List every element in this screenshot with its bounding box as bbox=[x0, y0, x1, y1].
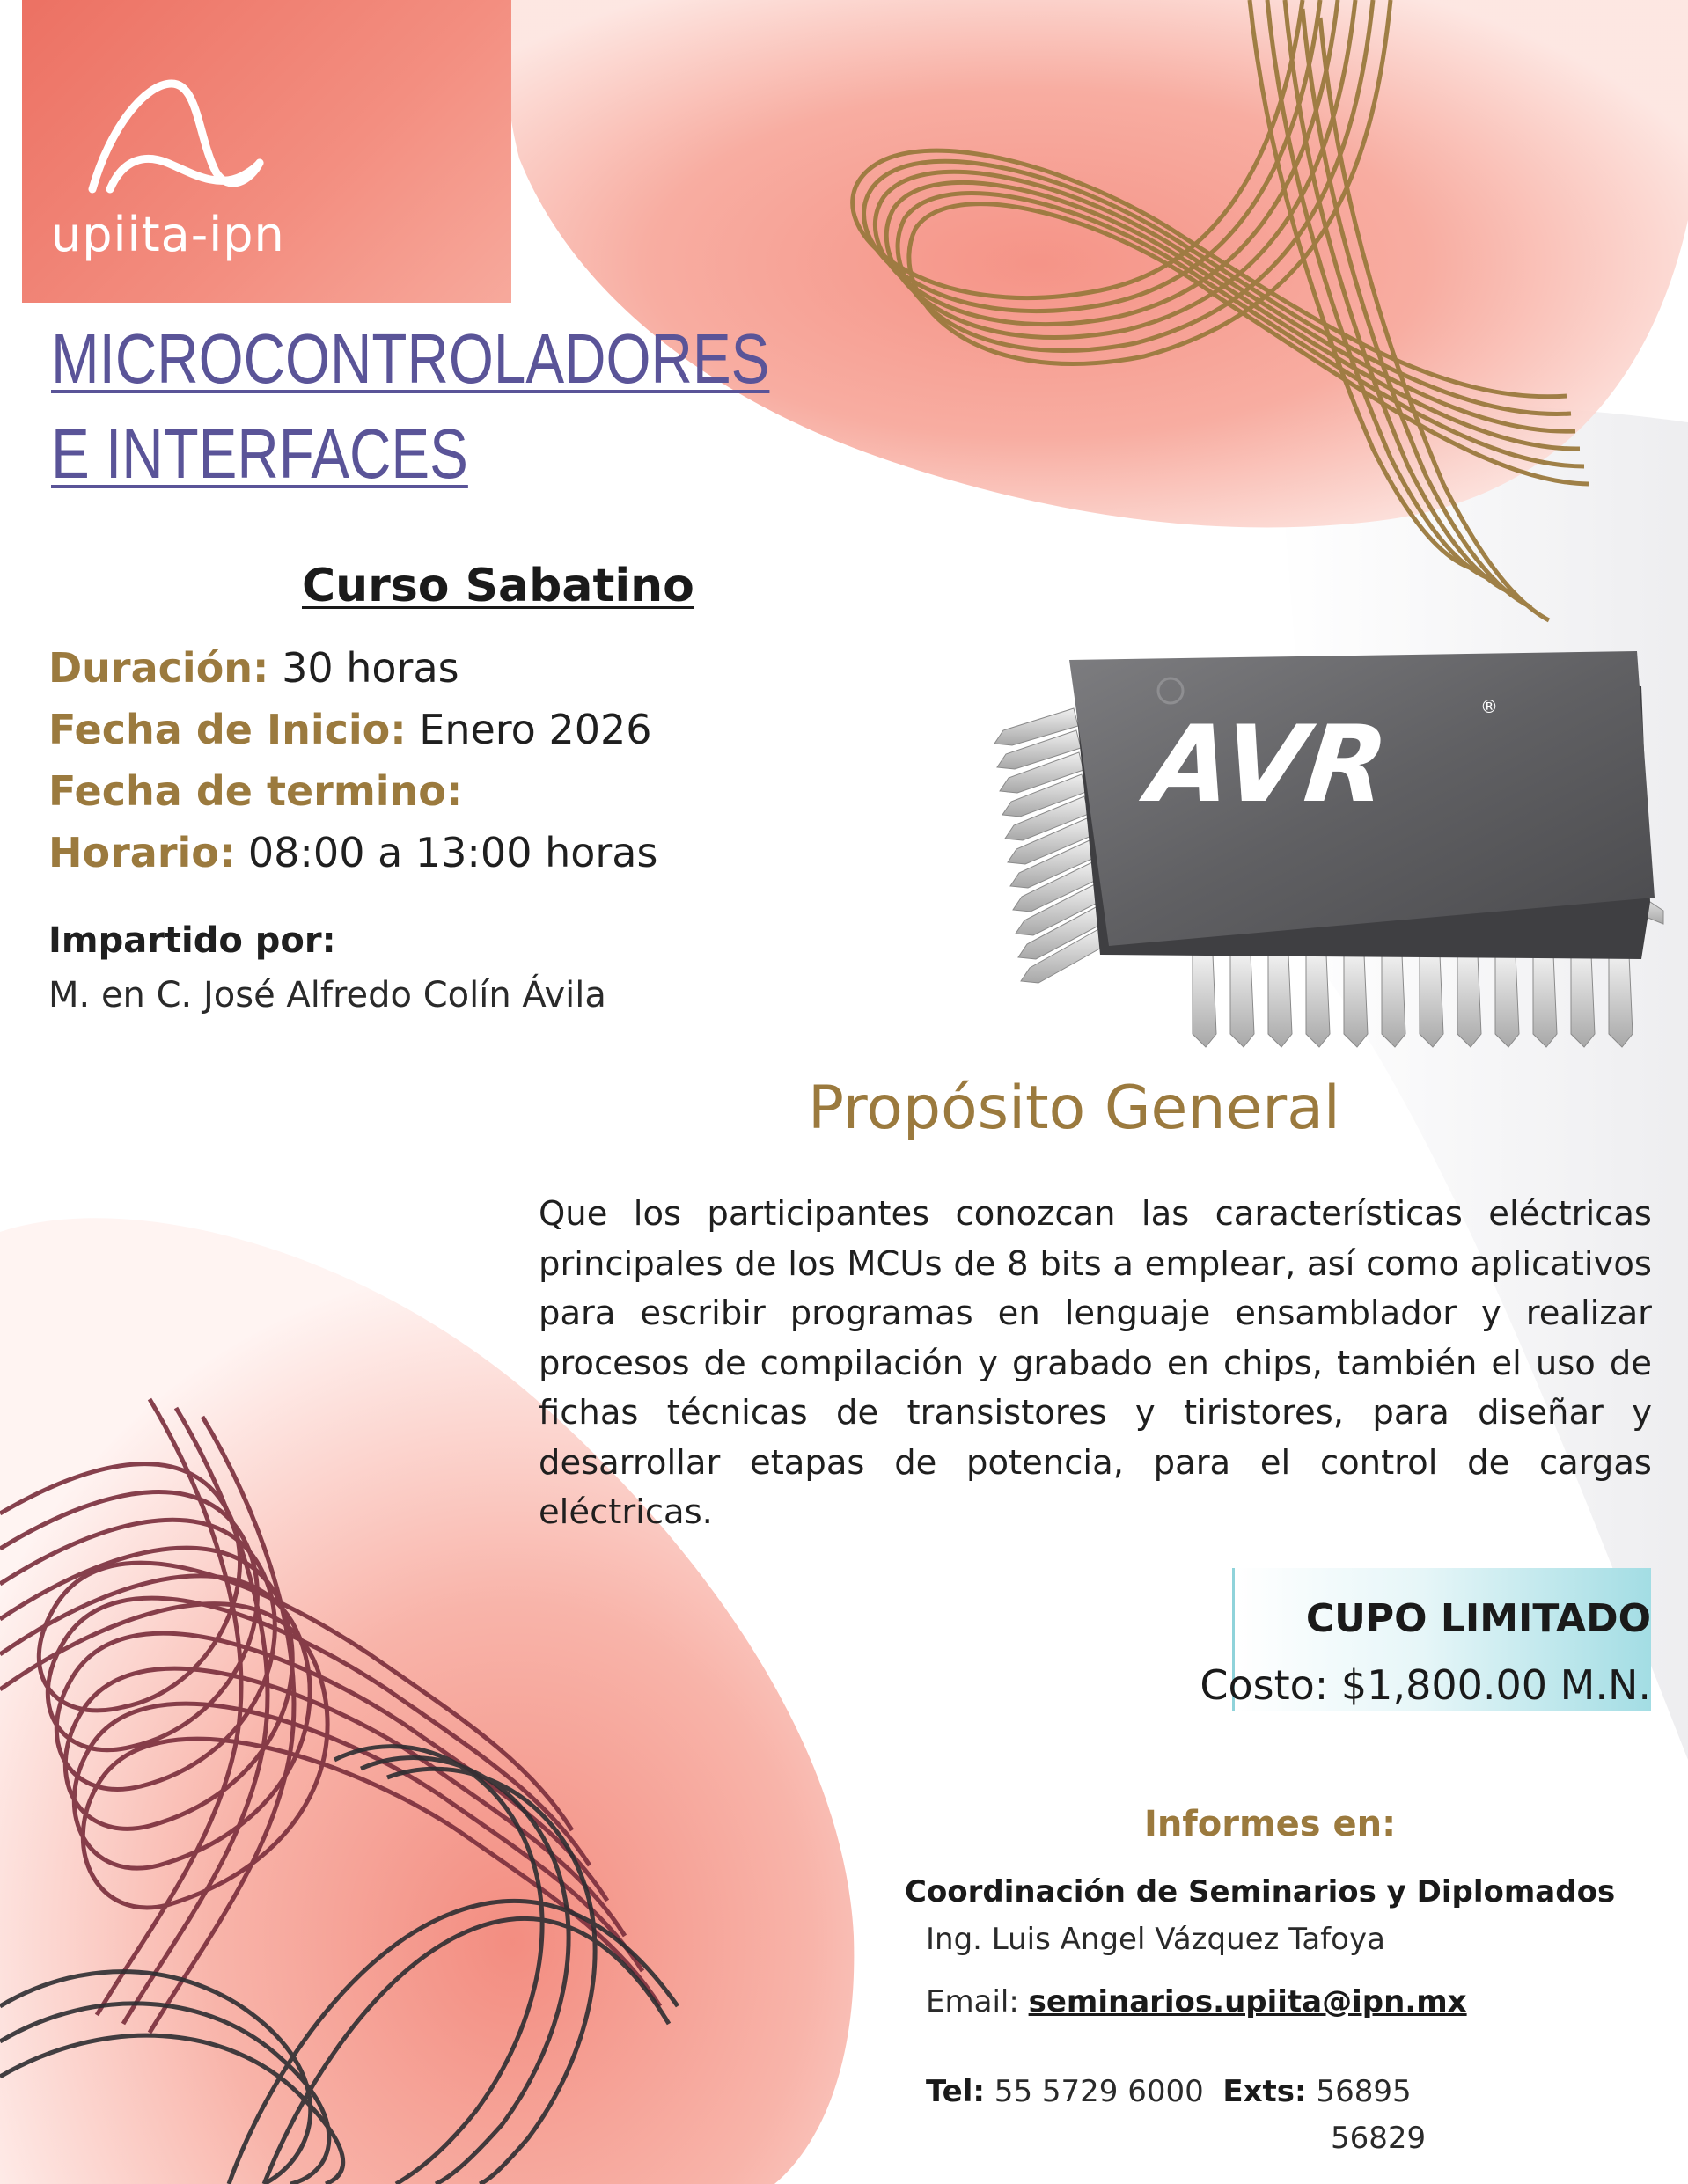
email-label: Email: bbox=[926, 1984, 1019, 2019]
schedule-row bbox=[48, 829, 657, 876]
chip-brand-text: AVR bbox=[1142, 703, 1394, 826]
upiita-wave-logo-icon bbox=[84, 75, 268, 198]
start-date-value: Enero 2026 bbox=[406, 706, 652, 753]
duration-row bbox=[48, 644, 459, 692]
duration-label: Duración: bbox=[48, 644, 269, 692]
ext-value-1: 56895 bbox=[1306, 2074, 1412, 2109]
top-coral-blob bbox=[504, 0, 1688, 527]
ext-label: Exts: bbox=[1222, 2074, 1307, 2109]
end-date-row bbox=[48, 767, 462, 815]
purpose-title: Propósito General bbox=[808, 1074, 1340, 1143]
end-date-label: Fecha de termino: bbox=[48, 767, 463, 815]
duration-value: 30 horas bbox=[268, 644, 459, 692]
purpose-text: Que los participantes conozcan las características eléctricas principales de los MCUs de 8 bits a emplear, así como aplicativos para escribir programas en lenguaje ensamblador y realizar procesos de compilación y grabado en chips, también el uso de fichas técnicas de transistores y tiristores, para diseñar y desarrollar etapas de potencia, para el control de cargas eléctricas. bbox=[539, 1194, 1652, 1532]
course-type: Curso Sabatino bbox=[302, 560, 694, 612]
phone-row bbox=[926, 2074, 1412, 2109]
office-name: Coordinación de Seminarios y Diplomados bbox=[905, 1874, 1616, 1909]
start-date-label: Fecha de Inicio: bbox=[48, 706, 407, 753]
taught-by-label: Impartido por: bbox=[48, 920, 336, 961]
course-title-line1: MICROCONTROLADORES bbox=[51, 319, 770, 398]
start-date-row bbox=[48, 706, 652, 753]
tel-value: 55 5729 6000 bbox=[985, 2074, 1204, 2109]
avr-microcontroller-chip-icon bbox=[986, 647, 1672, 1069]
schedule-value: 08:00 a 13:00 horas bbox=[235, 829, 658, 876]
cost-label: Costo: $1,800.00 M.N. bbox=[1200, 1661, 1651, 1709]
contact-title: Informes en: bbox=[1144, 1804, 1397, 1844]
instructor-name: M. en C. José Alfredo Colín Ávila bbox=[48, 975, 606, 1015]
email-link[interactable]: seminarios.upiita@ipn.mx bbox=[1028, 1984, 1467, 2019]
logo-text: upiita-ipn bbox=[51, 207, 285, 262]
tel-label: Tel: bbox=[926, 2074, 985, 2109]
contact-person: Ing. Luis Angel Vázquez Tafoya bbox=[926, 1922, 1385, 1957]
ext-value-2: 56829 bbox=[1331, 2121, 1427, 2156]
course-title-line2: E INTERFACES bbox=[51, 414, 468, 493]
chip-registered-mark: ® bbox=[1480, 696, 1498, 717]
limited-seats-label: CUPO LIMITADO bbox=[1305, 1596, 1651, 1641]
schedule-label: Horario: bbox=[48, 829, 236, 876]
chip-bottom-pins bbox=[1193, 955, 1633, 1047]
email-row bbox=[926, 1984, 1467, 2019]
